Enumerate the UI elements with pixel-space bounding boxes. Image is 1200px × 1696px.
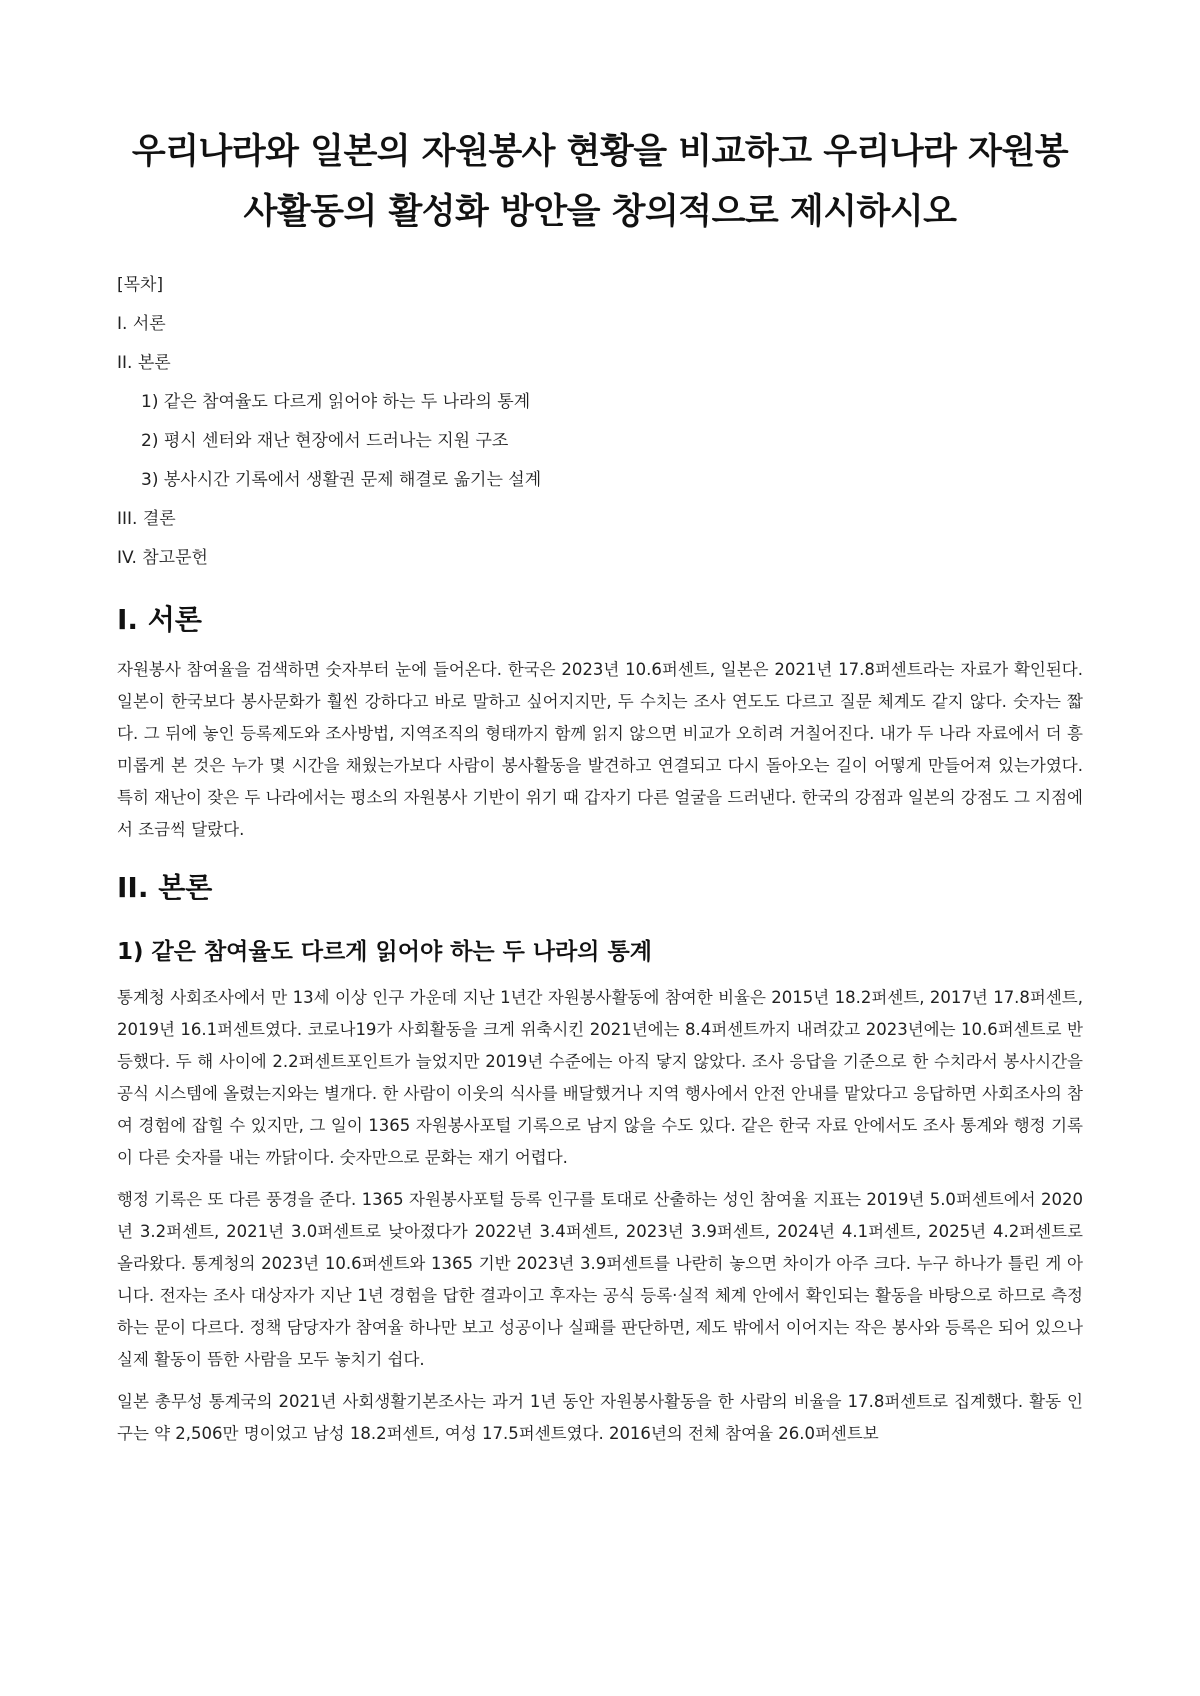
intro-heading: I. 서론	[117, 603, 202, 636]
toc-item: IV. 참고문헌	[117, 548, 208, 568]
toc-item: I. 서론	[117, 314, 166, 334]
toc-heading: [목차]	[117, 275, 164, 295]
document-title: 우리나라와 일본의 자원봉사 현황을 비교하고 우리나라 자원봉사활동의 활성화 방안을 창의적으로 제시하시오	[131, 132, 1069, 232]
toc-subitem: 1) 같은 참여율도 다르게 읽어야 하는 두 나라의 통계	[141, 392, 531, 412]
intro-paragraph: 자원봉사 참여율을 검색하면 숫자부터 눈에 들어온다. 한국은 2023년 10.6퍼센트, 일본은 2021년 17.8퍼센트라는 자료가 확인된다. 일본이 한국보다 봉사문화가 훨씬 강하다고 바로 말하고 싶어지지만, 두 수치는 조사 연도도 다르고 질문 체계도 같지 않다. 숫자는 짧다. 그 뒤에 놓인 등록제도와 조사방법, 지역조직의 형태까지 함께 읽지 않으면 비교가 오히려 거칠어진다. 내가 두 나라 자료에서 더 흥미롭게 본 것은 누가 몇 시간을 채웠는가보다 사람이 봉사활동을 발견하고 연결되고 다시 돌아오는 길이 어떻게 만들어져 있는가였다. 특히 재난이 잦은 두 나라에서는 평소의 자원봉사 기반이 위기 때 갑자기 다른 얼굴을 드러낸다. 한국의 강점과 일본의 강점도 그 지점에서 조금씩 달랐다.	[117, 660, 1083, 839]
table-of-contents	[117, 266, 1083, 578]
toc-subitem: 3) 봉사시간 기록에서 생활권 문제 해결로 옮기는 설계	[141, 470, 542, 490]
toc-item: II. 본론	[117, 353, 171, 373]
body-paragraph: 통계청 사회조사에서 만 13세 이상 인구 가운데 지난 1년간 자원봉사활동에 참여한 비율은 2015년 18.2퍼센트, 2017년 17.8퍼센트, 2019년 16.1퍼센트였다. 코로나19가 사회활동을 크게 위축시킨 2021년에는 8.4퍼센트까지 내려갔고 2023년에는 10.6퍼센트로 반등했다. 두 해 사이에 2.2퍼센트포인트가 늘었지만 2019년 수준에는 아직 닿지 않았다. 조사 응답을 기준으로 한 수치라서 봉사시간을 공식 시스템에 올렸는지와는 별개다. 한 사람이 이웃의 식사를 배달했거나 지역 행사에서 안전 안내를 맡았다고 응답하면 사회조사의 참여 경험에 잡힐 수 있지만, 그 일이 1365 자원봉사포털 기록으로 남지 않을 수도 있다. 같은 한국 자료 안에서도 조사 통계와 행정 기록이 다른 숫자를 내는 까닭이다. 숫자만으로 문화는 재기 어렵다.	[117, 988, 1083, 1167]
toc-item: III. 결론	[117, 509, 176, 529]
subsection-1-heading: 1) 같은 참여율도 다르게 읽어야 하는 두 나라의 통계	[117, 939, 652, 965]
body-heading: II. 본론	[117, 871, 213, 904]
body-paragraph: 행정 기록은 또 다른 풍경을 준다. 1365 자원봉사포털 등록 인구를 토대로 산출하는 성인 참여율 지표는 2019년 5.0퍼센트에서 2020년 3.2퍼센트, 2021년 3.0퍼센트로 낮아졌다가 2022년 3.4퍼센트, 2023년 3.9퍼센트, 2024년 4.1퍼센트, 2025년 4.2퍼센트로 올라왔다. 통계청의 2023년 10.6퍼센트와 1365 기반 2023년 3.9퍼센트를 나란히 놓으면 차이가 아주 크다. 누구 하나가 틀린 게 아니다. 전자는 조사 대상자가 지난 1년 경험을 답한 결과이고 후자는 공식 등록·실적 체계 안에서 확인되는 활동을 바탕으로 하므로 측정하는 문이 다르다. 정책 담당자가 참여율 하나만 보고 성공이나 실패를 판단하면, 제도 밖에서 이어지는 작은 봉사와 등록은 되어 있으나 실제 활동이 뜸한 사람을 모두 놓치기 쉽다.	[117, 1190, 1083, 1369]
body-paragraph: 일본 총무성 통계국의 2021년 사회생활기본조사는 과거 1년 동안 자원봉사활동을 한 사람의 비율을 17.8퍼센트로 집계했다. 활동 인구는 약 2,506만 명이었고 남성 18.2퍼센트, 여성 17.5퍼센트였다. 2016년의 전체 참여율 26.0퍼센트보	[117, 1392, 1083, 1443]
document-page	[117, 0, 1083, 1460]
toc-subitem: 2) 평시 센터와 재난 현장에서 드러나는 지원 구조	[141, 431, 509, 451]
